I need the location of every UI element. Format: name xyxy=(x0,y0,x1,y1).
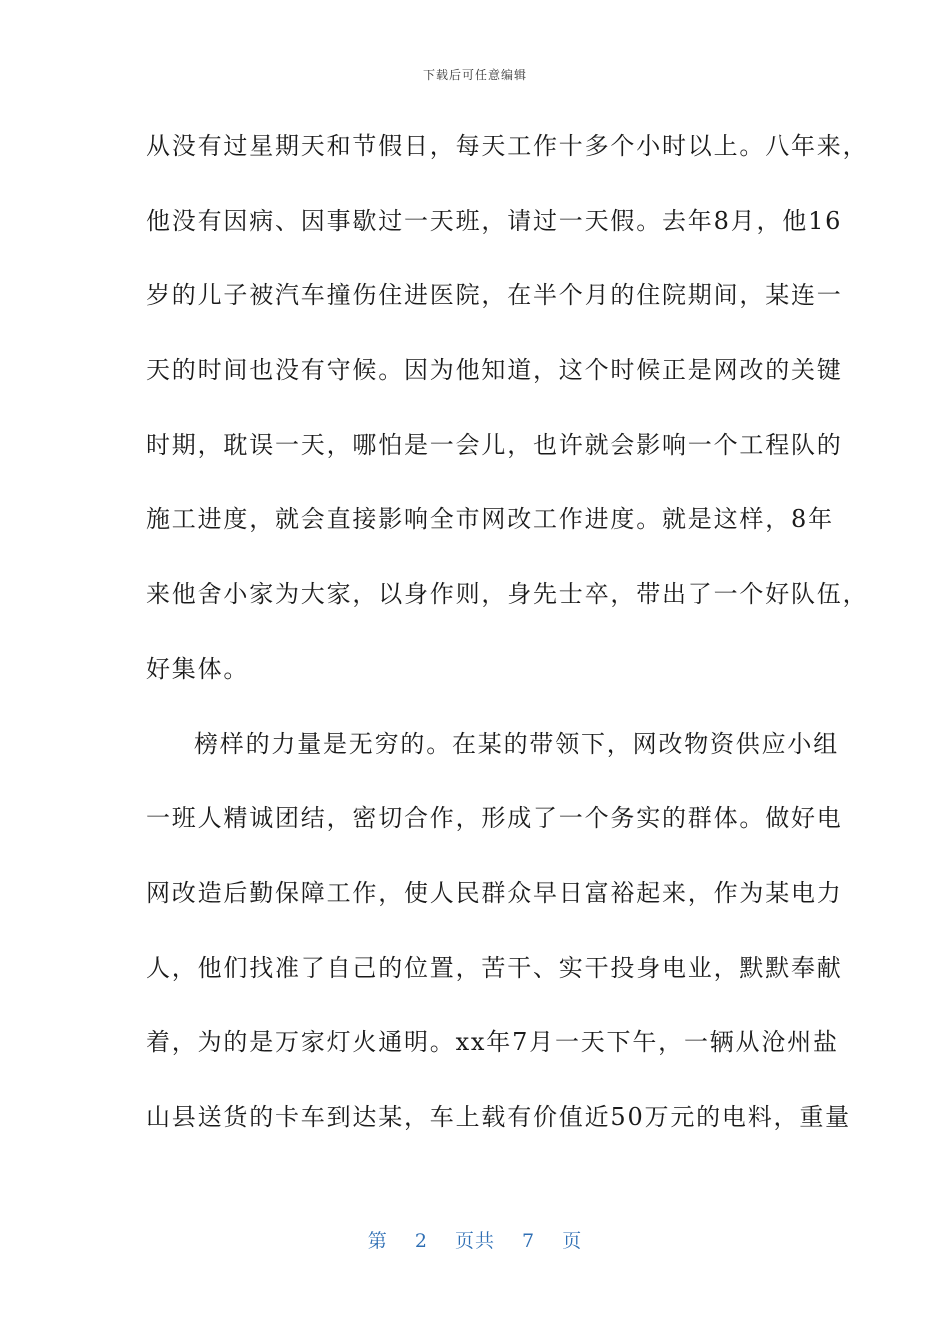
text-line: 山县送货的卡车到达某，车上载有价值近50万元的电料，重量 xyxy=(146,1102,851,1131)
text-line: 施工进度，就会直接影响全市网改工作进度。就是这样，8年 xyxy=(146,505,834,534)
text-line: 着，为的是万家灯火通明。xx年7月一天下午，一辆从沧州盐 xyxy=(146,1028,839,1057)
text-line: 时期，耽误一天，哪怕是一会儿，也许就会影响一个工程队的 xyxy=(146,430,843,459)
text-line: 人，他们找准了自己的位置，苦干、实干投身电业，默默奉献 xyxy=(146,953,843,982)
current-page-number: 2 xyxy=(414,1230,428,1252)
text-line: 岁的儿子被汽车撞伤住进医院，在半个月的住院期间，某连一 xyxy=(146,281,843,310)
text-line: 他没有因病、因事歇过一天班，请过一天假。去年8月，他16 xyxy=(146,206,843,235)
text-line: 来他舍小家为大家，以身作则，身先士卒，带出了一个好队伍， xyxy=(146,580,869,609)
text-line: 网改造后勤保障工作，使人民群众早日富裕起来，作为某电力 xyxy=(146,878,843,907)
text-line: 从没有过星期天和节假日，每天工作十多个小时以上。八年来， xyxy=(146,132,869,160)
page-label-middle: 页共 xyxy=(454,1230,495,1252)
page-header: 下载后可任意编辑 xyxy=(422,68,527,82)
page-label-prefix: 第 xyxy=(367,1230,388,1252)
text-line: 天的时间也没有守候。因为他知道，这个时候正是网改的关键 xyxy=(146,356,843,385)
text-line: 一班人精诚团结，密切合作，形成了一个务实的群体。做好电 xyxy=(146,804,843,833)
text-line: 好集体。 xyxy=(146,654,250,683)
document-body xyxy=(146,118,869,1164)
total-pages-number: 7 xyxy=(522,1230,536,1252)
page-label-suffix: 页 xyxy=(562,1230,583,1252)
paragraph-first-line: 榜样的力量是无穷的。在某的带领下，网改物资供应小组 xyxy=(194,729,839,758)
page-footer xyxy=(0,1226,950,1253)
